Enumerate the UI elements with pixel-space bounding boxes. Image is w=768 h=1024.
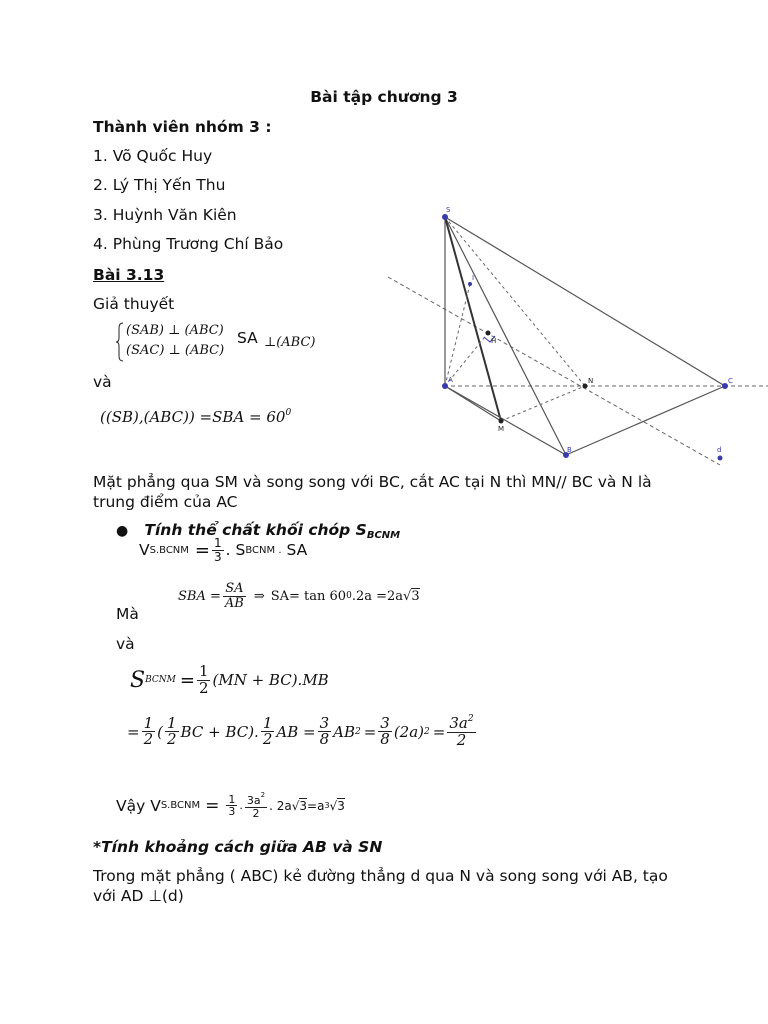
final-rest: . 2a xyxy=(269,798,292,813)
vol-frac xyxy=(212,537,224,563)
final-f2n: 3a xyxy=(246,794,261,807)
area2-f4d: 8 xyxy=(319,730,330,749)
vol-frac-den: 3 xyxy=(214,549,222,564)
area2-p5sup: 2 xyxy=(354,726,361,737)
area2-p8: = xyxy=(432,722,446,741)
area2-f2n: 1 xyxy=(166,713,177,732)
system-brace xyxy=(116,322,126,366)
tan-rest2: .2a =2a xyxy=(351,588,404,604)
edge-bc xyxy=(566,386,725,455)
area-lhs: S xyxy=(130,667,146,693)
final-frac1 xyxy=(226,794,237,818)
tan-sqrt: √3 xyxy=(403,588,420,604)
area-lhs-sub: BCNM xyxy=(145,675,176,686)
area2-frac4 xyxy=(318,713,332,749)
brace-icon xyxy=(116,322,126,362)
area-equation-2 xyxy=(127,715,478,749)
area2-f6d: 2 xyxy=(456,730,467,749)
exercise-heading: Bài 3.13 xyxy=(93,266,165,284)
vol-lhs-sub: S.BCNM xyxy=(149,544,189,556)
line-d xyxy=(388,277,720,465)
vol-frac-num: 1 xyxy=(214,536,222,550)
point-h xyxy=(486,331,491,336)
area-frac-num: 1 xyxy=(198,662,209,680)
vol-mid-sub: BCNM . xyxy=(245,544,282,556)
geometry-figure xyxy=(380,200,768,470)
angle-equation xyxy=(100,408,291,426)
final-label-sub: S.BCNM xyxy=(160,800,201,812)
system-line-1: (SAB) ⊥ (ABC) xyxy=(126,323,224,338)
final-label: Vậy V xyxy=(116,796,161,815)
bullet-heading: Tính thể chất khối chóp S xyxy=(144,521,367,539)
area2-f1d: 2 xyxy=(143,730,154,749)
member-4: 4. Phùng Trương Chí Bảo xyxy=(93,235,284,253)
area2-f2d: 2 xyxy=(166,730,177,749)
area2-p7sup: 2 xyxy=(424,726,430,737)
member-2: 2. Lý Thị Yến Thu xyxy=(93,176,226,194)
vol-lhs: V xyxy=(139,541,150,560)
area2-f3n: 1 xyxy=(262,713,273,732)
angle-eq-right: SBA = 60 xyxy=(212,408,286,426)
area2-frac6 xyxy=(447,715,475,749)
page-title: Bài tập chương 3 xyxy=(310,88,458,106)
final-sqrt1-val: 3 xyxy=(299,798,308,813)
angle-eq-left: ((SB),(ABC)) = xyxy=(100,408,213,426)
area2-p2: ( xyxy=(157,722,163,741)
area2-f5n: 3 xyxy=(380,713,390,732)
final-f1n: 1 xyxy=(228,792,236,806)
point-m xyxy=(499,419,504,424)
label-b: B xyxy=(567,446,572,454)
area2-frac2 xyxy=(165,713,179,749)
area-eq: = xyxy=(179,669,195,691)
area2-p4: AB = xyxy=(276,722,316,741)
area2-frac3 xyxy=(261,713,275,749)
area2-f6nsup: 2 xyxy=(467,714,474,724)
area2-p7: (2a) xyxy=(393,722,425,741)
final-sqrt2-val: 3 xyxy=(337,798,345,813)
area-rest: (MN + BC).MB xyxy=(212,671,329,690)
area2-f3d: 2 xyxy=(262,730,273,749)
area2-f1n: 1 xyxy=(143,713,154,732)
angle-eq-deg: 0 xyxy=(285,408,292,418)
edge-sb xyxy=(445,217,566,455)
tan-rest: SA= tan 60 xyxy=(270,588,347,604)
area-frac-den: 2 xyxy=(198,678,209,697)
label-h: H xyxy=(491,337,497,345)
final-f2nsup: 2 xyxy=(260,791,266,799)
area2-p6: = xyxy=(363,722,377,741)
area2-p1: = xyxy=(127,722,140,741)
final-sqrt1: √3 xyxy=(291,798,308,813)
area-equation xyxy=(130,664,329,697)
system-line-2: (SAC) ⊥ (ABC) xyxy=(126,343,225,358)
final-sqrt2: √3 xyxy=(329,798,345,813)
tan-arrow: ⇒ xyxy=(253,588,265,604)
bullet-heading-sub: BCNM xyxy=(366,530,401,541)
area2-p5: AB xyxy=(333,722,355,741)
member-3: 3. Huỳnh Văn Kiên xyxy=(93,206,237,224)
bullet-icon: ● xyxy=(116,523,129,539)
vol-eq: = xyxy=(194,539,211,561)
label-d: d xyxy=(717,446,722,454)
final-dot: . xyxy=(239,799,243,813)
area2-frac5 xyxy=(378,713,392,749)
tan-frac-den: AB xyxy=(224,595,244,611)
tan-frac xyxy=(223,582,246,610)
final-frac2 xyxy=(245,792,267,819)
point-n xyxy=(583,384,588,389)
system-result-rel: ⊥(ABC) xyxy=(264,335,316,350)
label-i: I xyxy=(472,274,475,282)
final-eq: = xyxy=(205,795,220,816)
tan-rest-sup: 0 xyxy=(346,591,352,602)
label-a: A xyxy=(448,376,453,384)
point-d xyxy=(718,456,723,461)
area2-f6n: 3a xyxy=(449,714,468,732)
va-label: và xyxy=(116,635,135,653)
edge-sc xyxy=(445,217,725,386)
edge-mn xyxy=(501,386,585,421)
final-f2d: 2 xyxy=(252,806,260,820)
paragraph-1: Mặt phẳng qua SM và song song với BC, cắt AC tại N thì MN// BC và N là trung điểm của AC xyxy=(93,473,652,512)
area2-f4n: 3 xyxy=(319,713,330,732)
label-m: M xyxy=(498,425,505,433)
area2-f5d: 8 xyxy=(380,730,390,749)
members-heading: Thành viên nhóm 3 : xyxy=(93,118,272,136)
hypothesis-label: Giả thuyết xyxy=(93,295,175,313)
label-n: N xyxy=(588,377,594,385)
area2-frac1 xyxy=(142,713,156,749)
final-eq2: =a xyxy=(307,798,325,813)
area-frac xyxy=(197,664,211,697)
final-sup3: 3 xyxy=(324,801,330,811)
and-label: và xyxy=(93,373,112,391)
vol-rhs: SA xyxy=(286,541,308,560)
paragraph-2: Trong mặt phẳng ( ABC) kẻ đường thẳng d qua N và song song với AB, tạo với AD ⊥(d) xyxy=(93,867,668,906)
final-volume xyxy=(116,792,345,819)
section2-heading: *Tính khoảng cách giữa AB và SN xyxy=(93,838,383,856)
tan-frac-num: SA xyxy=(225,581,244,596)
final-f1d: 3 xyxy=(228,805,236,819)
point-i xyxy=(468,282,472,286)
member-1: 1. Võ Quốc Huy xyxy=(93,147,213,165)
vol-mid: . S xyxy=(225,541,246,560)
tan-equation xyxy=(178,582,420,610)
tan-sqrt-val: 3 xyxy=(411,588,420,604)
ma-label: Mà xyxy=(116,605,139,623)
label-s: S xyxy=(446,206,451,214)
volume-formula xyxy=(139,537,307,563)
tan-angle: SBA = xyxy=(178,588,221,604)
label-c: C xyxy=(728,377,733,385)
area2-p3: BC + BC). xyxy=(180,722,259,741)
point-s xyxy=(442,214,448,220)
system-result-sa: SA xyxy=(237,329,258,347)
